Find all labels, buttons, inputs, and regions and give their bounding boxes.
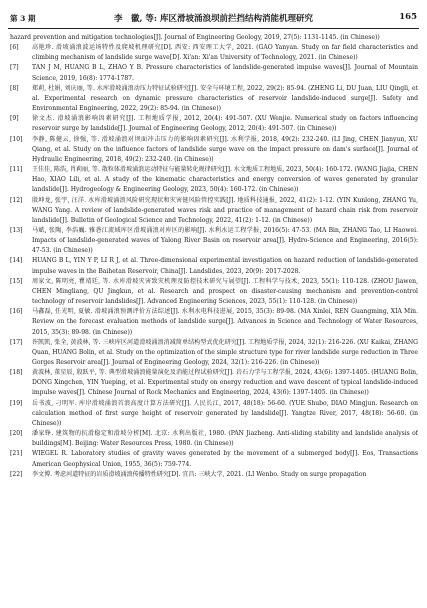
reference-entry (10, 43, 418, 63)
reference-text: 潘家铮. 建筑物的抗滑稳定和滑坡分析[M]. 北京: 水利出版社, 1980. (PAN Jiazheng. Anti-sliding stability and landslide analysis of buildings[M]. Beijing: Water Resources Press, 1980. (in Chinese)) (32, 430, 418, 448)
reference-entry (10, 338, 418, 368)
reference-entry (10, 135, 418, 165)
reference-number: [11] (10, 166, 23, 174)
reference-entry (10, 277, 418, 307)
reference-entry (10, 470, 418, 480)
reference-entry (10, 399, 418, 429)
reference-number: [19] (10, 399, 23, 407)
reference-number: [15] (10, 277, 23, 285)
reference-entry (10, 63, 418, 83)
reference-number: [16] (10, 308, 23, 316)
reference-number: [12] (10, 196, 23, 204)
reference-text: 徐文杰. 滑坡涌浪影响因素研究[J]. 工程地质学报, 2012, 20(4): 491-507. (XU Wenjie. Numerical study on factors influencing reservoir surge by landslide[J]. Journal of Engineering Geology, 2012, 20(4): 491-507. (in Chinese)) (32, 115, 418, 133)
reference-text: 马鑫磊, 任光明, 夏敏. 滑坡涌浪预测评价方法综述[J]. 水利水电科技进展, 2015, 35(3): 89-98. (MA Xinlei, REN Guangming, XIA Min. Review on the forecast evaluation methods of landslide surge[J]. Advances in Science and Technology of Water Resources, 2015, 35(3): 89-98. (in Chinese)) (32, 308, 418, 336)
reference-number: [18] (10, 369, 23, 377)
reference-entry (10, 449, 418, 469)
reference-text: WIEGEL R. Laboratory studies of gravity waves generated by the movement of a submerged body[J]. Eos, Transactions American Geophysical Union, 1955, 36(5): 759-774. (32, 450, 418, 468)
reference-number: [9] (10, 115, 19, 123)
reference-number: [8] (10, 84, 19, 92)
reference-text: hazard prevention and mitigation technologies[J]. Journal of Engineering Geology, 2019, 27(5): 1131-1145. (in Chinese)) (10, 34, 380, 41)
issue-label: 第 3 期 (10, 14, 36, 23)
article-running-title: 李 徽, 等: 库区滑坡涌浪坝前拦挡结构消能机理研究 (113, 14, 314, 24)
reference-text: 高艳珍. 滑坡涌浪波运场特性及爬坡机理研究[D]. 西安: 西安理工大学, 2021. (GAO Yanyan. Study on far field characteristics and climbing mechanism of landslide surge wave[D]. Xi'an: Xi'an University of Technology, 2021. (in Chinese)) (32, 44, 418, 62)
reference-text: HUANG B L, YIN Y P, LI R J, et al. Three-dimensional experimental investigation on hazard reduction of landslide-generated impulse waves in the Baihetan Reservoir, China[J]. Landslides, 2023, 20(9): 2017-2028. (32, 257, 418, 275)
reference-entry (10, 307, 418, 337)
reference-text: TAN J M, HUANG B L, ZHAO Y B. Pressure characteristics of landslide-generated impulse waves[J]. Journal of Mountain Science, 2019, 16(8): 1774-1787. (32, 64, 418, 82)
reference-number: [6] (10, 44, 19, 52)
reference-number: [7] (10, 64, 19, 72)
reference-number: [20] (10, 430, 23, 438)
reference-text: 许凯凯, 张全, 黄波林, 等. 三峡库区河道滑坡涌浪消减简单结构型式优化研究[J]. 工程地质学报, 2024, 32(1): 216-226. (XU Kaikai, ZHANG Quan, HUANG Bolin, et al. Study on the optimization of the simple structure type for river landslide surge reduction in Three Gorges Reservoir area[J]. Journal of Engineering Geology, 2024, 32(1): 216-226. (in Chinese)) (32, 338, 418, 366)
running-head (0, 0, 427, 26)
reference-entry (10, 368, 418, 398)
reference-text: 岳书波, 刁明军. 库岸滑坡涌浪首浪高度计算方法研究[J]. 人民长江, 2017, 48(18): 56-60. (YUE Shubo, DIAO Mingjun. Research on calculation method of first surge height of reservoir generated by landslide[J]. Yangtze River, 2017, 48(18): 56-60. (in Chinese)) (32, 399, 418, 427)
reference-number: [22] (10, 470, 23, 478)
reference-text: 周家文, 陈明亮, 瞿靖廷, 等. 水库滑坡灾害致灾机理及防控技术研究与展望[J]. 工程科学与技术, 2023, 55(1): 110-128. (ZHOU Jiawen, CHEN Mingliang, QU Jingkun, et al. Research and prospect on disaster-causing mechanism and prevention-control technology of reservoir landslides[J]. Advanced Engineering Sciences, 2023, 55(1): 110-128. (in Chinese)) (32, 277, 418, 306)
reference-list (10, 33, 418, 605)
reference-text: 郑莉, 杜娟, 刘庆丽, 等. 水库滑坡涌浪动压力特征试验研究[J]. 安全与环境工程, 2022, 29(2): 85-94. (ZHENG Li, DU Juan, LIU Qingli, et al. Experimental research on dynamic pressure characteristics of reservoir landslide-induced surge[J]. Safety and Environmental Engineering, 2022, 29(2): 85-94. (in Chinese)) (32, 84, 418, 113)
reference-text: 李文博. 考虑河道特征的岩质滑坡涌浪传播特性研究[D]. 宜昌: 三峡大学, 2021. (LI Wenbo. Study on surge propagation (32, 470, 367, 478)
reference-entry (10, 114, 418, 134)
reference-text: 王佳佳, 陈浩, 肖莉丽, 等. 散粒体滑坡涌浪运动特征与能量转化规律研究[J]. 水文地质工程地质, 2023, 50(4): 160-172. (WANG Jiajia, CHEN Hao, XIAO Lili, et al. A study of the kinematic characteristics and energy conversion of waves generated by granular landslide[J]. Hydrogeology & Engineering Geology, 2023, 50(4): 160-172. (in Chinese)) (32, 166, 418, 194)
reference-text: 李静, 陈健云, 徐强, 等. 滑坡涌浪对坝面冲击压力的影响因素研究[J]. 水利学报, 2018, 49(2): 232-240. (LI Jing, CHEN Jianyun, XU Qiang, et al. Study on the influence factors of landslide surge wave on the impact pressure on dam's surface[J]. Journal of Hydraulic Engineering, 2018, 49(2): 232-240. (in Chinese)) (32, 135, 418, 163)
reference-number: [17] (10, 338, 23, 346)
reference-entry (10, 84, 418, 114)
reference-number: [10] (10, 135, 23, 143)
reference-text: 黄波林, 董星辰, 殷跃平, 等. 典型滑坡涌浪能量演化及消能过程试验研究[J]. 岩石力学与工程学报, 2024, 43(6): 1397-1405. (HUANG Bolin, DONG Xingchen, YIN Yueping, et al. Experimental study on energy reduction and wave descent of typical landslide-induced impulse waves[J]. Chinese Journal of Rock Mechanics and Engineering, 2024, 43(6): 1397-1405. (in Chinese)) (32, 369, 418, 397)
reference-entry-continued (10, 33, 418, 43)
reference-entry (10, 256, 418, 276)
reference-number: [21] (10, 450, 23, 458)
reference-number: [13] (10, 226, 23, 234)
reference-text: 马斌, 张陶, 李浩巍. 雅砻江流域库区滑坡涌浪对库区的影响[J]. 水利水运工程学报, 2016(5): 47-53. (MA Bin, ZHANG Tao, LI Haowei. Impacts of landslide-generated waves of Yalong River Basin on reservoir area[J]. Hydro-Science and Engineering, 2016(5): 47-53. (in Chinese)) (32, 226, 418, 255)
reference-entry (10, 165, 418, 195)
reference-entry (10, 226, 418, 256)
header-rule (8, 28, 419, 29)
reference-number: [14] (10, 257, 23, 265)
reference-entry (10, 196, 418, 226)
page-number: 165 (399, 12, 417, 22)
reference-entry (10, 429, 418, 449)
reference-text: 殷坤龙, 张宇, 汪洋. 水库滑坡涌浪风险研究现状和灾害链风险管控实践[J]. 地质科技通报, 2022, 41(2): 1-12. (YIN Kunlong, ZHANG Yu, WANG Yang. A review of landslide-generated waves risk and practice of management of hazard chain risk from reservoir landslide[J]. Bulletin of Geological Science and Technology, 2022, 41(2): 1-12. (in Chinese)) (32, 196, 418, 224)
